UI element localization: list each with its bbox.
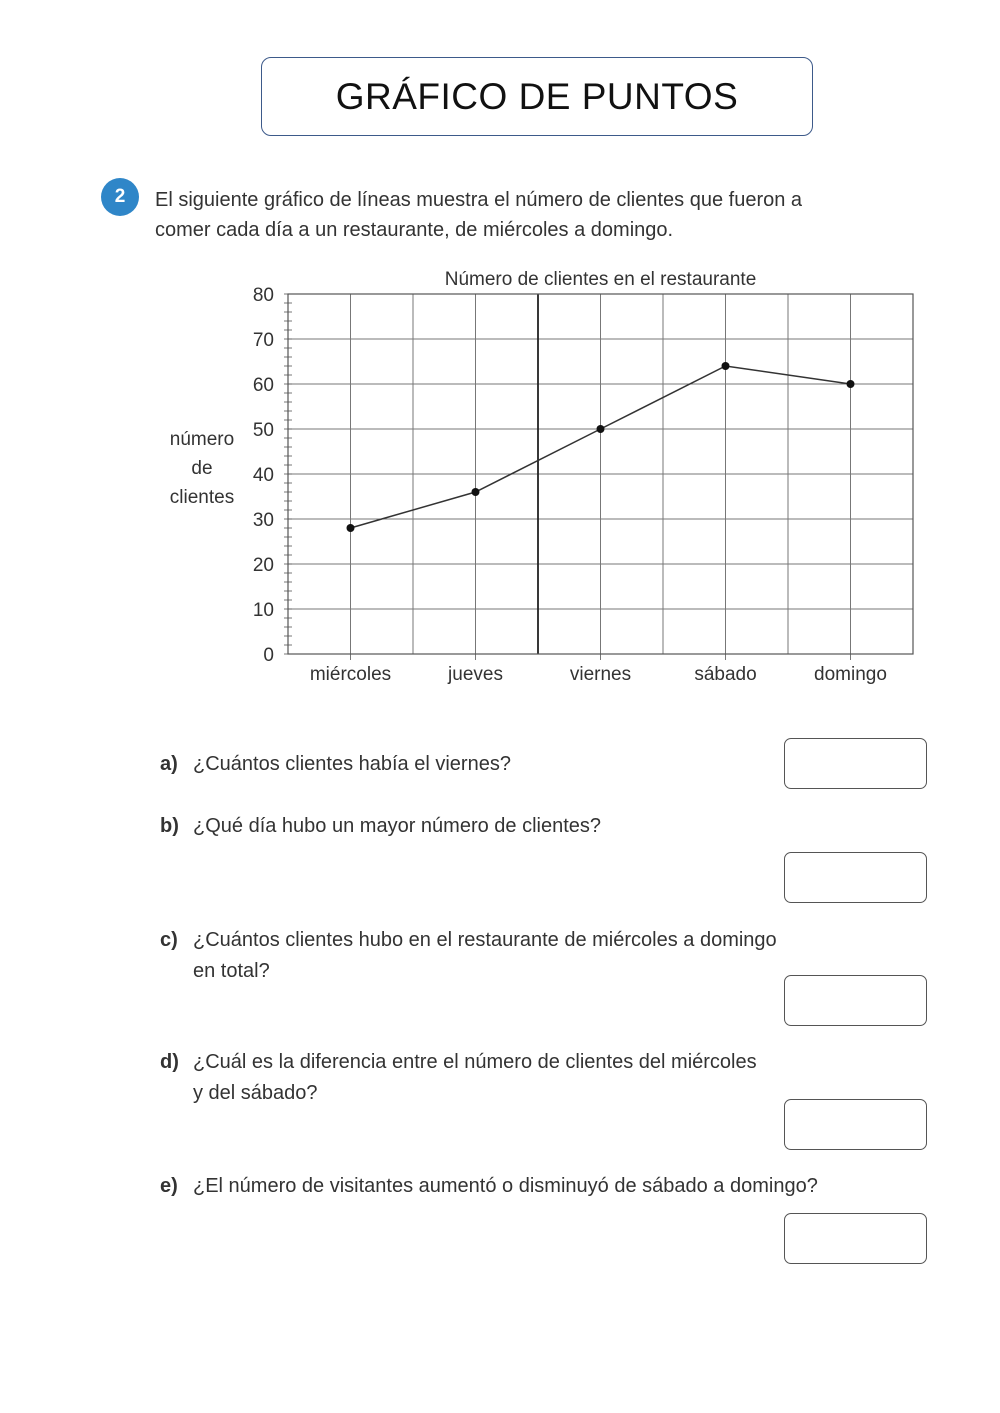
y-tick-label: 30 [252, 510, 274, 531]
question-text: ¿Cuál es la diferencia entre el número de clientes del miércoles [193, 1051, 757, 1073]
y-tick-label: 50 [252, 420, 274, 441]
question-letter: e) [160, 1175, 178, 1197]
question-text-cont: y del sábado? [193, 1082, 318, 1104]
y-tick-label: 60 [252, 375, 274, 396]
chart-title: Número de clientes en el restaurante [444, 269, 757, 290]
question-c [160, 925, 860, 987]
question-text: ¿Qué día hubo un mayor número de clientes? [193, 815, 602, 837]
question-letter: a) [160, 753, 178, 775]
intro-line-1: El siguiente gráfico de líneas muestra el número de clientes que fueron a [155, 189, 803, 211]
question-text: ¿Cuántos clientes hubo en el restaurante de miércoles a domingo [193, 929, 777, 951]
question-b [160, 811, 860, 842]
line-chart [150, 258, 930, 698]
y-tick-label: 70 [252, 330, 274, 351]
y-axis-label: clientes [169, 487, 235, 508]
data-point [472, 488, 480, 496]
answer-box-a[interactable] [784, 738, 927, 789]
y-axis-label: número [169, 429, 235, 450]
question-text-cont: en total? [193, 960, 270, 982]
title-box [261, 57, 813, 136]
question-letter: b) [160, 815, 179, 837]
x-tick-label: miércoles [309, 664, 392, 685]
question-e [160, 1171, 860, 1202]
page-title: GRÁFICO DE PUNTOS [335, 75, 739, 117]
answer-box-b[interactable] [784, 852, 927, 903]
x-tick-label: viernes [569, 664, 632, 685]
y-tick-label: 0 [263, 645, 274, 666]
exercise-number-badge: 2 [101, 178, 139, 216]
data-point [597, 425, 605, 433]
x-tick-label: domingo [814, 664, 887, 685]
question-letter: d) [160, 1051, 179, 1073]
question-text: ¿Cuántos clientes había el viernes? [193, 753, 511, 775]
question-letter: c) [160, 929, 178, 951]
answer-box-d[interactable] [784, 1099, 927, 1150]
x-tick-label: sábado [694, 664, 757, 685]
x-tick-label: jueves [448, 664, 503, 685]
intro-line-2: comer cada día a un restaurante, de miércoles a domingo. [155, 219, 674, 241]
y-tick-label: 20 [252, 555, 274, 576]
answer-box-e[interactable] [784, 1213, 927, 1264]
data-point [722, 362, 730, 370]
question-d [160, 1047, 860, 1109]
question-text: ¿El número de visitantes aumentó o disminuyó de sábado a domingo? [193, 1175, 818, 1197]
data-point [347, 524, 355, 532]
intro-text [155, 185, 915, 245]
answer-box-c[interactable] [784, 975, 927, 1026]
question-a [160, 749, 860, 780]
y-tick-label: 80 [252, 285, 274, 306]
y-tick-label: 40 [252, 465, 274, 486]
y-axis-label: de [191, 458, 213, 479]
y-tick-label: 10 [252, 600, 274, 621]
data-point [847, 380, 855, 388]
